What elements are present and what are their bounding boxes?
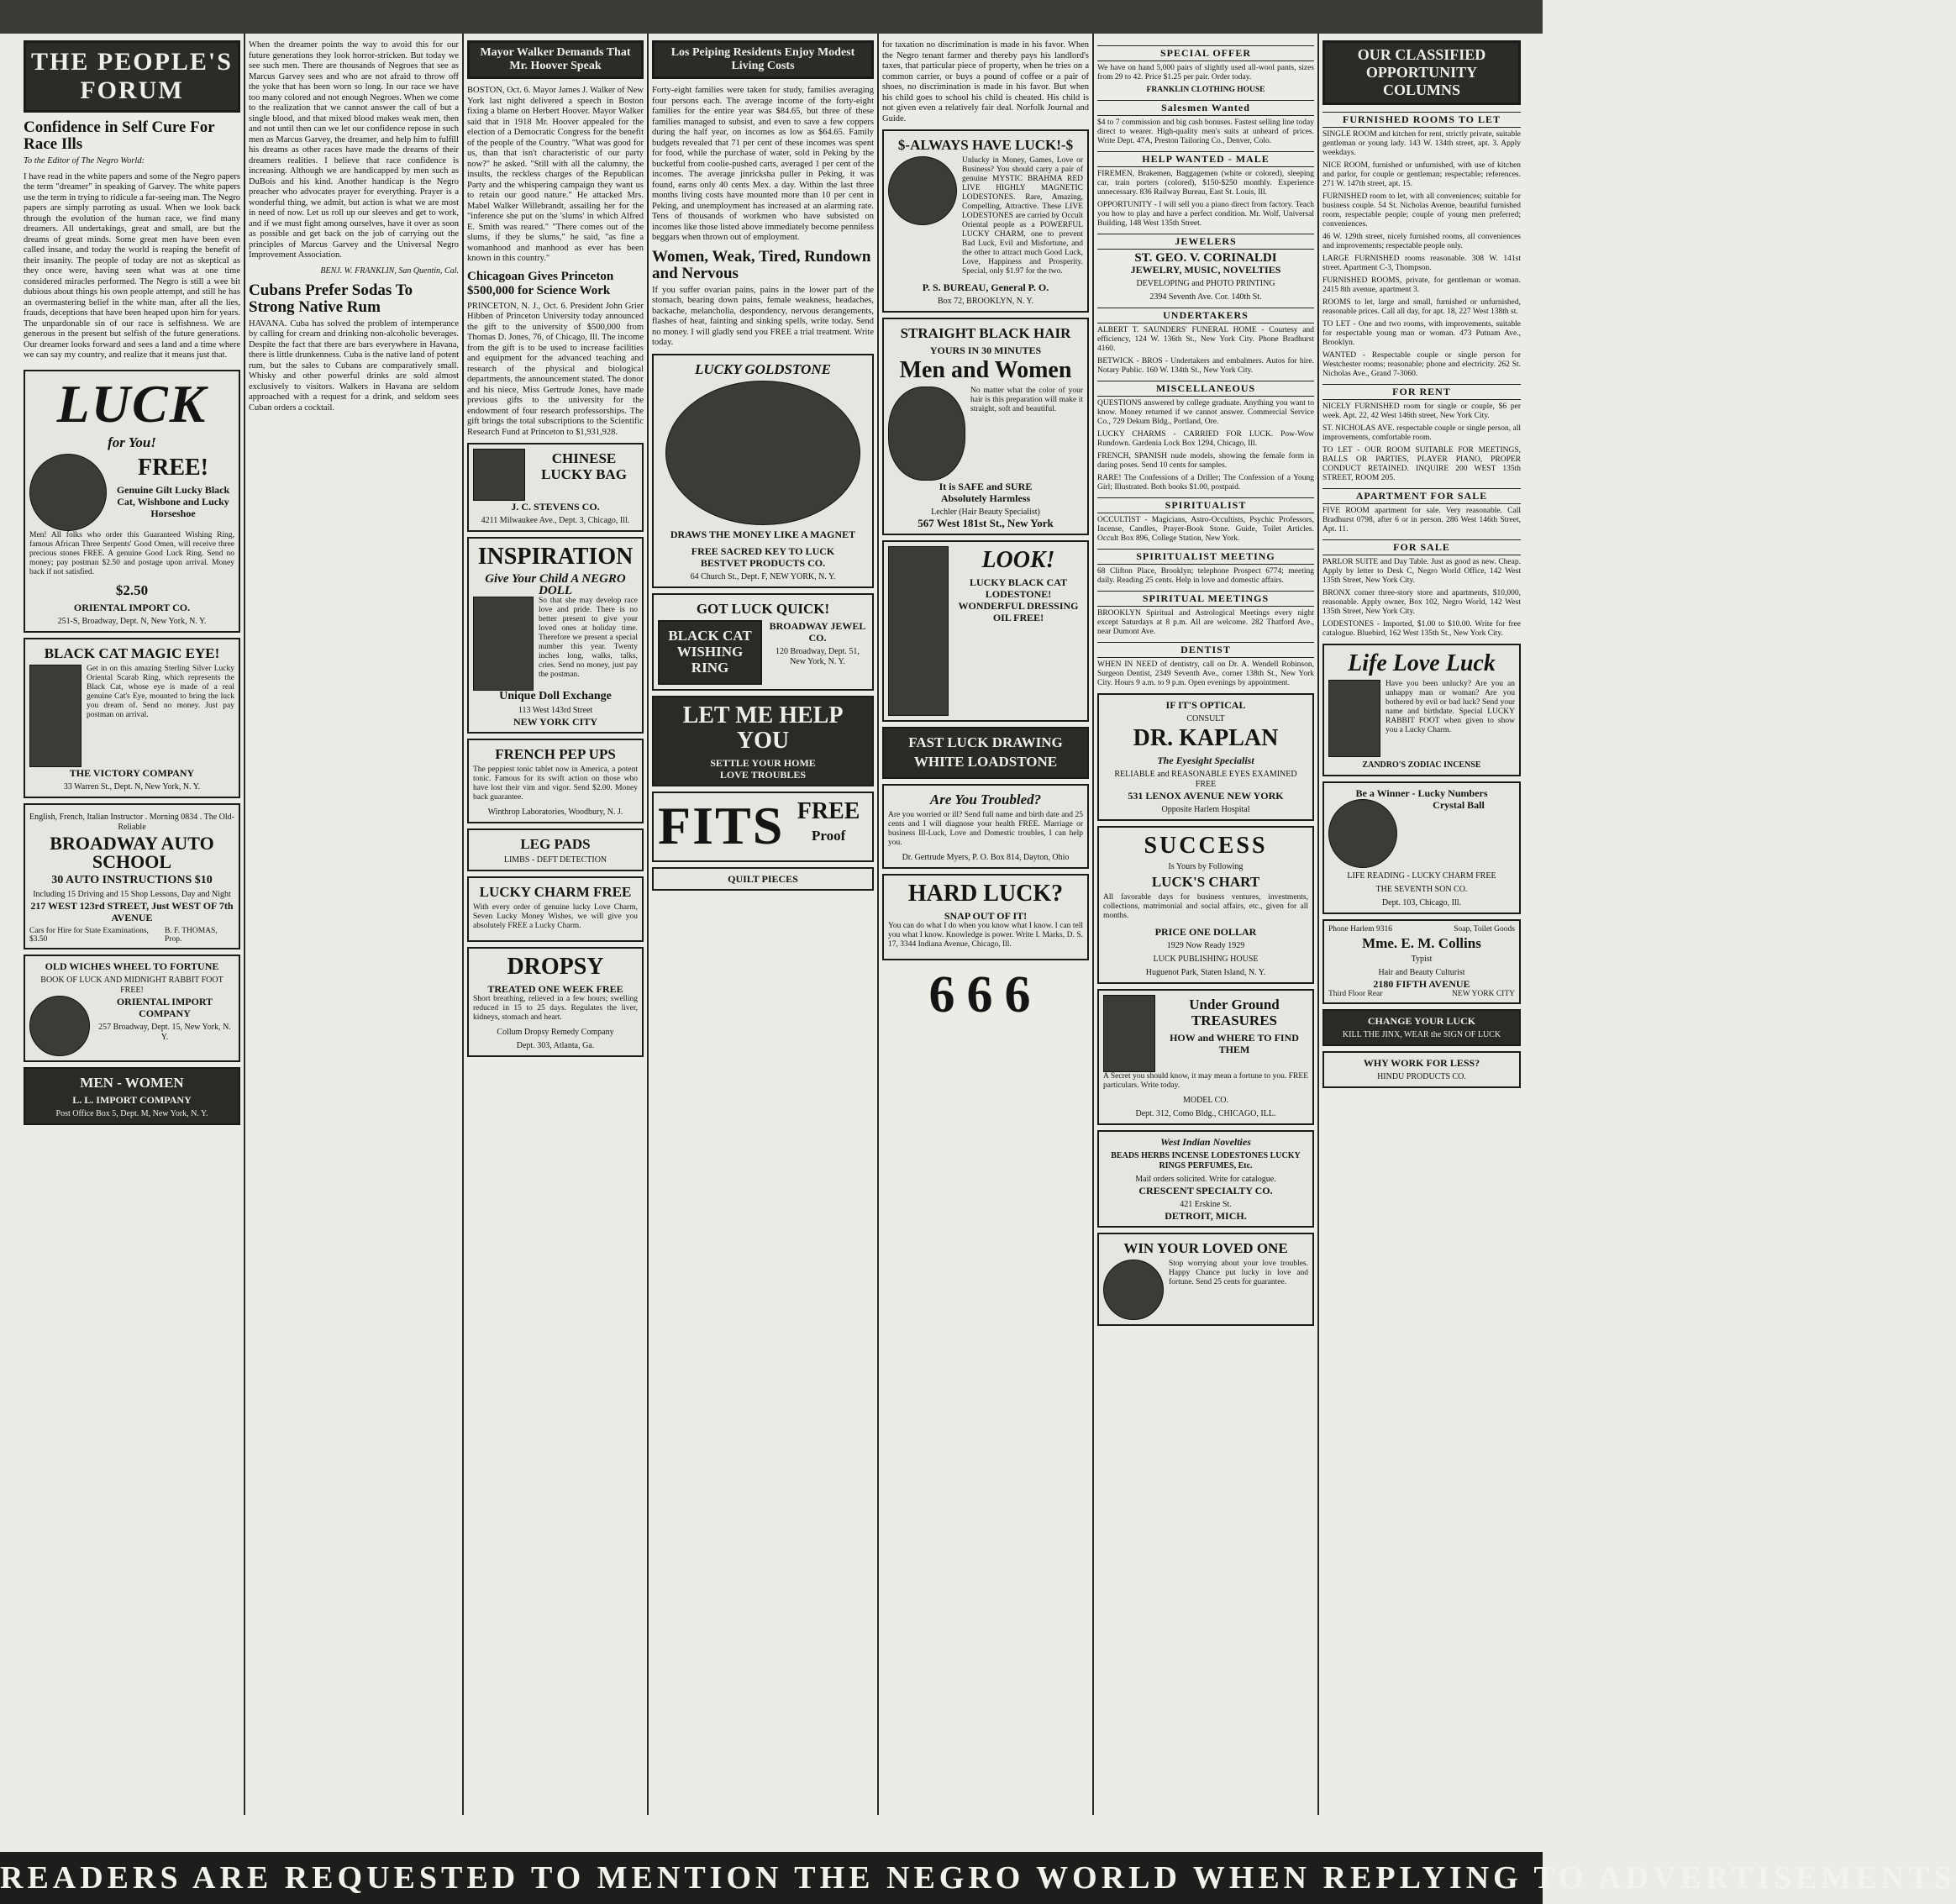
dropsy-company: Collum Dropsy Remedy Company bbox=[497, 1028, 614, 1037]
luck-address: 251-S, Broadway, Dept. N, New York, N. Y. bbox=[57, 616, 207, 626]
numbers-reading: LIFE READING - LUCKY CHARM FREE bbox=[1347, 871, 1496, 881]
westindian-address: 421 Erskine St. bbox=[1180, 1200, 1232, 1209]
goldstone-key: FREE SACRED KEY TO LUCK bbox=[691, 544, 835, 557]
inspiration-title: INSPIRATION bbox=[477, 544, 634, 570]
win-loved-one-ad[interactable] bbox=[1097, 1233, 1314, 1326]
letter-salutation: To the Editor of The Negro World: bbox=[24, 156, 145, 166]
undertakers-text-2: BETWICK - BROS - Undertakers and embalmers. Autos for hire. Notary Public. 160 W. 134th St., New York City. bbox=[1097, 357, 1314, 375]
apartment-text: FIVE ROOM apartment for sale. Very reasonable. Call Bradhurst 0798, after 6 or in person. 286 West 146th Street, Apt. 11. bbox=[1322, 507, 1521, 534]
column-7 bbox=[1322, 40, 1521, 1093]
troubled-ad[interactable] bbox=[882, 784, 1089, 869]
luck-free: FREE! bbox=[138, 454, 208, 481]
misc-heading: MISCELLANEOUS bbox=[1097, 381, 1314, 397]
cubans-body: HAVANA. Cuba has solved the problem of intemperance by calling for cream and drinking non-alcoholic beverages. Despite the fact that there are bars everywhere in Havana, there is little drunkenness. Cuba is the native land of potent rum, but the sales to Cubans are comparatively small. Whisky and other powerful drinks are sold almost exclusively to visitors. Walkers in Havana are seldom approached with a request for a drink, and seldom sees Cuban orders a cocktail. bbox=[249, 318, 459, 413]
troubles-address: Dr. Gertrude Myers, P. O. Box 814, Dayton, Ohio bbox=[902, 853, 1070, 862]
lethelp-sub: SETTLE YOUR HOME bbox=[710, 756, 816, 769]
auto-footer-left: Cars for Hire for State Examinations, $3.50 bbox=[29, 926, 149, 944]
got-luck-quick-ad[interactable] bbox=[652, 593, 874, 691]
gotluck-title: GOT LUCK QUICK! bbox=[696, 600, 830, 617]
meeting-heading: SPIRITUALIST MEETING bbox=[1097, 549, 1314, 565]
black-cat-address: 33 Warren St., Dept. N, New York, N. Y. bbox=[63, 781, 201, 792]
rabbit-foot-icon bbox=[1328, 680, 1380, 757]
column-3 bbox=[467, 40, 644, 1062]
kaplan-note: Opposite Harlem Hospital bbox=[1161, 805, 1250, 814]
legpads-sub: LIMBS - DEFT DETECTION bbox=[503, 855, 607, 865]
kaplan-consult: CONSULT bbox=[1186, 714, 1225, 723]
misc-text-4: RARE! The Confessions of a Driller; The Confession of a Young Girl; Illustrated. Both books $1.00, postpaid. bbox=[1097, 474, 1314, 492]
walker-headline: Mayor Walker Demands That Mr. Hoover Speak bbox=[467, 40, 644, 79]
rooms-text-9: WANTED - Respectable couple or single person for Westchester rooms; reasonable; phone and electricity. 262 St. Nicholas Ave., Grand 7-3060. bbox=[1322, 351, 1521, 378]
ring-company: BROADWAY JEWEL CO. bbox=[769, 619, 866, 644]
kaplan-sub: RELIABLE and REASONABLE EYES EXAMINED FREE bbox=[1114, 770, 1297, 789]
opportunity-text: OPPORTUNITY - I will sell you a piano direct from factory. Teach you how to play and have a perfect condition. Mr. Wolf, Universal Building, 148 West 135th Street. bbox=[1097, 201, 1314, 228]
collins-products: Soap, Toilet Goods bbox=[1454, 925, 1515, 934]
luck-ad-body: Unlucky in Money, Games, Love or Business? You should carry a pair of genuine MYSTIC BRAHMA RED LIVE HIGHLY MAGNETIC LODESTONES. Rare, Amazing, Compelling, Attractive. These LIVE LODESTONES are carried by Occult Oriental people as a POWERFUL LUCKY CHARM, one to prevent Bad Luck, Evil and Misfortune, and the other to attract much Good Luck, Love, Happiness and Prosperity. Special, only $1.97 for the two. bbox=[962, 156, 1083, 276]
black-cat-icon bbox=[29, 665, 82, 767]
walker-body: BOSTON, Oct. 6. Mayor James J. Walker of New York last night delivered a speech in Boston fixing a blame on Herbert Hoover. Mayor Walker said that in 1918 Mr. Hoover appealed for the election of a Democratic Congress for the benefit of the people of the Country. "What was good for us, than that isn't characteristic of our party now?" he asked. "Still with all the calumny, the insults, the reckless charges of the Republican Party and the whispering campaign they want us to retain our good nature." He attacked Mrs. Mabel Walker Willebrandt, assailing her for the "inference she put on the 'slums' in which Alfred E. Smith was reared." "There comes out of the slums, if they be slums," he said, "as fine a womanhood and manhood as ever has been known in this country." bbox=[467, 86, 644, 263]
kaplan-name: DR. KAPLAN bbox=[1133, 725, 1279, 751]
rent-text-3: TO LET - OUR ROOM SUITABLE FOR MEETINGS, BALLS OR PARTIES, PLAYER PIANO, PROPER CONDUCT RETAINED. INQUIRE 200 WEST 135th STREET, ROOM 205. bbox=[1322, 446, 1521, 482]
luck-for-you: for You! bbox=[108, 434, 156, 450]
rooms-text-5: LARGE FURNISHED rooms reasonable. 308 W. 141st street. Apartment C-3, Thompson. bbox=[1322, 255, 1521, 272]
moon-face-icon bbox=[29, 996, 90, 1056]
ring-address: 120 Broadway, Dept. 51, New York, N. Y. bbox=[776, 646, 860, 666]
luck-company: ORIENTAL IMPORT CO. bbox=[73, 601, 191, 613]
success-price: PRICE ONE DOLLAR bbox=[1154, 926, 1257, 938]
doll-icon bbox=[473, 597, 534, 691]
look-lodestone-ad[interactable] bbox=[882, 540, 1089, 722]
spiritualist-heading: SPIRITUALIST bbox=[1097, 497, 1314, 513]
special-offer-text: We have on hand 5,000 pairs of slightly used all-wool pants, sizes from 29 to 42. Price $1.25 per pair. Order today. bbox=[1097, 64, 1314, 82]
column-rule bbox=[462, 34, 464, 1815]
let-me-help-ad[interactable] bbox=[652, 696, 874, 786]
hardluck-sub: SNAP OUT OF IT! bbox=[944, 910, 1028, 922]
lucky-goldstone-ad[interactable] bbox=[652, 354, 874, 588]
apartment-heading: APARTMENT FOR SALE bbox=[1322, 488, 1521, 504]
column-rule bbox=[244, 34, 245, 1815]
dropsy-address: Dept. 303, Atlanta, Ga. bbox=[516, 1041, 595, 1050]
sale-text-2: BRONX corner three-story store and apartments, $10,000, reasonable. Apply owner, Box 102, Negro World, 142 West 135th Street, New York City. bbox=[1322, 589, 1521, 616]
top-edge bbox=[0, 0, 1543, 34]
lucky-charm-ad[interactable] bbox=[467, 876, 644, 942]
lucky-numbers-ad[interactable] bbox=[1322, 781, 1521, 914]
collins-phone: Phone Harlem 9316 bbox=[1328, 925, 1392, 934]
troubles-title: Are You Troubled? bbox=[929, 792, 1042, 807]
black-cat-title: BLACK CAT MAGIC EYE! bbox=[44, 644, 220, 661]
undertakers-heading: UNDERTAKERS bbox=[1097, 308, 1314, 323]
treasures-ad[interactable] bbox=[1097, 989, 1314, 1125]
always-have-luck-ad[interactable] bbox=[882, 129, 1089, 313]
westindian-items: BEADS HERBS INCENSE LODESTONES LUCKY RINGS PERFUMES, Etc. bbox=[1111, 1151, 1301, 1170]
heart-icon bbox=[1103, 1260, 1164, 1320]
inspiration-doll-ad[interactable] bbox=[467, 537, 644, 734]
collins-floor: Third Floor Rear bbox=[1328, 990, 1383, 998]
doll-company: Unique Doll Exchange bbox=[499, 690, 612, 702]
kaplan-optical-ad[interactable] bbox=[1097, 693, 1314, 821]
troubles-body: Are you worried or ill? Send full name and birth date and 25 cents and I will diagnose your health FREE. Marriage or business Ill-Luck, Love and Domestic troubles, I can help you. bbox=[888, 811, 1083, 847]
hair-sub2: Men and Women bbox=[899, 357, 1072, 383]
kaplan-top: IF IT'S OPTICAL bbox=[1165, 699, 1246, 711]
poverty-headline: Los Peiping Residents Enjoy Modest Living Costs bbox=[652, 40, 874, 79]
men-women-company: L. L. IMPORT COMPANY bbox=[72, 1093, 192, 1106]
auto-title: BROADWAY AUTO SCHOOL bbox=[50, 832, 214, 872]
salesmen-text: $4 to 7 commission and big cash bonuses. Fastest selling line today direct to wearer. High-quality men's suits at unheard of prices. Write Dept. 47A, Preston Tailoring Co., Denver, Colo. bbox=[1097, 118, 1314, 145]
lifelove-zodiac: ZANDRO'S ZODIAC INCENSE bbox=[1362, 760, 1481, 770]
princeton-body: PRINCETON, N. J., Oct. 6. President John Grier Hibben of Princeton University today announced the gift to the university of $500,000 from Thomas D. Jones, 76, of Chicago, Ill. The income from the gift is to be used to increase facilities and equipment for the advanced teaching and research of the physical and biological departments, the announcement stated. The donor and his niece, Miss Gertrude Jones, have made previous gifts to the university for the endowment of four research professorships. The gift brings the total subscriptions to the Scientific Research Fund at Princeton to $1,931,928. bbox=[467, 301, 644, 437]
luck-title: LUCK bbox=[56, 373, 208, 434]
hair-sub: YOURS IN 30 MINUTES bbox=[929, 345, 1042, 356]
lodestone-icon bbox=[888, 156, 957, 225]
lifelove-title: Life Love Luck bbox=[1348, 650, 1496, 676]
collins-name: Mme. E. M. Collins bbox=[1362, 935, 1481, 951]
jewelers-text: JEWELRY, MUSIC, NOVELTIES bbox=[1130, 264, 1281, 276]
misc-text-3: FRENCH, SPANISH nude models, showing the female form in daring poses. Send 10 cents for samples. bbox=[1097, 452, 1314, 470]
luck-items: Genuine Gilt Lucky Black Cat, Wishbone and Lucky Horseshoe bbox=[116, 483, 230, 519]
jewelers-heading: JEWELERS bbox=[1097, 234, 1314, 250]
men-women-address: Post Office Box 5, Dept. M, New York, N. Y. bbox=[55, 1108, 208, 1118]
pep-body: The peppiest tonic tablet now in America, a potent tonic. Famous for its swift action on those who have lost their vim and vigor. Send $2.00. Money back guarantee. bbox=[473, 765, 638, 802]
witches-company: ORIENTAL IMPORT COMPANY bbox=[116, 995, 213, 1019]
auto-footer-right: B. F. THOMAS, Prop. bbox=[165, 926, 218, 944]
chinese-bag-title: CHINESE LUCKY BAG bbox=[541, 450, 627, 482]
fast-luck-ad[interactable] bbox=[882, 727, 1089, 779]
hair-safe: It is SAFE and SURE bbox=[939, 481, 1033, 492]
legpads-title: LEG PADS bbox=[520, 836, 591, 852]
westindian-title: West Indian Novelties bbox=[1160, 1136, 1251, 1148]
success-years: 1929 Now Ready 1929 bbox=[1166, 941, 1245, 950]
westindian-note: Mail orders solicited. Write for catalogue. bbox=[1135, 1175, 1276, 1184]
spiritual-meetings-text: BROOKLYN Spiritual and Astrological Meetings every night except Saturdays at 8 p.m. All are welcome. 282 Thatford Ave., near Dumont Ave. bbox=[1097, 609, 1314, 636]
charm-title: LUCKY CHARM FREE bbox=[479, 884, 632, 900]
men-women-title: MEN - WOMEN bbox=[80, 1074, 184, 1091]
auto-address: 217 WEST 123rd STREET, Just WEST OF 7th AVENUE bbox=[30, 899, 234, 923]
horseshoe-icon bbox=[29, 454, 107, 531]
classified-header: OUR CLASSIFIED OPPORTUNITY COLUMNS bbox=[1322, 40, 1521, 105]
auto-detail: Including 15 Driving and 15 Shop Lessons, Day and Night bbox=[33, 889, 231, 899]
special-offer-company: FRANKLIN CLOTHING HOUSE bbox=[1146, 86, 1265, 94]
jewelers-text-2: DEVELOPING and PHOTO PRINTING bbox=[1136, 279, 1275, 288]
rooms-text-7: ROOMS to let, large and small, furnished or unfurnished, reasonable prices. Call all day, for apt. 18, 227 West 138th st. bbox=[1322, 298, 1521, 316]
collins-ad[interactable] bbox=[1322, 919, 1521, 1004]
column-rule bbox=[877, 34, 879, 1815]
luck-body: Men! All folks who order this Guaranteed Wishing Ring, famous African Three Serpents' Good Omen, will receive three precious stones FREE. A genuine Good Luck Ring. Send no money; pay postman $2.50 and postage upon arrival. Money back if not satisfied. bbox=[29, 530, 234, 576]
black-cat-magic-eye-ad[interactable] bbox=[24, 638, 240, 798]
treasures-address: Dept. 312, Como Bldg., CHICAGO, ILL. bbox=[1135, 1109, 1276, 1118]
pep-company: Winthrop Laboratories, Woodbury, N. J. bbox=[487, 807, 623, 817]
collins-address: 2180 FIFTH AVENUE bbox=[1373, 978, 1470, 990]
jewelers-address: 2394 Seventh Ave. Cor. 140th St. bbox=[1149, 292, 1262, 302]
women-headline: Women, Weak, Tired, Rundown and Nervous bbox=[652, 247, 871, 282]
letter-headline: Confidence in Self Cure For Race Ills bbox=[24, 118, 215, 153]
rent-text: NICELY FURNISHED room for single or couple, $6 per week. Apt. 22, 42 West 146th street, New York City. bbox=[1322, 402, 1521, 420]
ad-666: 666 bbox=[928, 966, 1043, 1023]
rooms-text-2: NICE ROOM, furnished or unfurnished, with use of kitchen and parlor, for couple or gentleman; respectable; references. 271 W. 147th street, apt. 15. bbox=[1322, 161, 1521, 188]
dropsy-sub: TREATED ONE WEEK FREE bbox=[487, 983, 623, 995]
lethelp-title: LET ME HELP YOU bbox=[682, 702, 844, 754]
why-work-ad[interactable] bbox=[1322, 1051, 1521, 1088]
wishing-ring-box bbox=[658, 620, 762, 685]
success-chart-ad[interactable] bbox=[1097, 826, 1314, 984]
treasures-body: A Secret you should know, it may mean a fortune to you. FREE particulars. Write today. bbox=[1103, 1072, 1308, 1090]
fastluck-sub: WHITE LOADSTONE bbox=[913, 754, 1058, 770]
success-body: All favorable days for business ventures, investments, collections, matrimonial and social affairs, etc., given for all months. bbox=[1103, 893, 1308, 920]
luck-ad-address: Box 72, BROOKLYN, N. Y. bbox=[937, 297, 1033, 306]
luck-price: $2.50 bbox=[115, 581, 149, 598]
princeton-headline: Chicagoan Gives Princeton $500,000 for Science Work bbox=[467, 269, 614, 297]
collins-city: NEW YORK CITY bbox=[1452, 990, 1515, 998]
tenants-body: for taxation no discrimination is made in his favor. When the Negro tenant farmer and thereby pays his landlord's taxes, that particular piece of property, when he tries on a common carrier, or buys a pound of coffee or a pair of shoes, no discrimination is made in his favor. But when his child goes to school his child is cheated. His child is not given even a relatively fair deal. Norfolk Journal and Guide. bbox=[882, 40, 1089, 124]
success-sub: Is Yours by Following bbox=[1168, 862, 1244, 871]
peoples-forum-header: THE PEOPLE'S FORUM bbox=[24, 40, 240, 113]
treasure-chest-icon bbox=[1103, 995, 1155, 1072]
rooms-text: SINGLE ROOM and kitchen for rent, strictly private, suitable gentleman or young lady. 143 W. 134th street, apt. 3. Apply weekdays. bbox=[1322, 130, 1521, 157]
collins-title: Typist bbox=[1411, 955, 1433, 964]
sale-text-3: LODESTONES - Imported, $1.00 to $10.00. Write for free catalogue. Bluebird, 162 West 135th St., New York City. bbox=[1322, 620, 1521, 638]
hair-company: Lechler (Hair Beauty Specialist) bbox=[931, 508, 1040, 517]
hair-title: STRAIGHT BLACK HAIR bbox=[900, 325, 1071, 341]
column-1 bbox=[24, 40, 240, 1130]
numbers-address: Dept. 103, Chicago, Ill. bbox=[1381, 898, 1462, 907]
meeting-text: 68 Clifton Place, Brooklyn; telephone Prospect 6774; meeting daily. Reading 25 cents. Help in love and domestic affairs. bbox=[1097, 567, 1314, 585]
men-women-ad[interactable] bbox=[24, 1067, 240, 1125]
fits-proof: Proof bbox=[811, 827, 846, 844]
dentist-text: WHEN IN NEED of dentistry, call on Dr. A. Wendell Robinson, Surgeon Dentist, 2349 Seventh Ave., corner 138th St., New York City. Hours 9 a.m. to 9 p.m. Open evenings by appointment. bbox=[1097, 660, 1314, 687]
ring-title: BLACK CAT WISHING RING bbox=[668, 627, 752, 676]
dropsy-title: DROPSY bbox=[507, 954, 604, 980]
column-rule bbox=[647, 34, 649, 1815]
rent-heading: FOR RENT bbox=[1322, 384, 1521, 400]
rent-text-2: ST. NICHOLAS AVE. respectable couple or single person, all improvements, comfortable room. bbox=[1322, 424, 1521, 442]
goldstone-caption: DRAWS THE MONEY LIKE A MAGNET bbox=[670, 528, 856, 540]
workless-title: WHY WORK FOR LESS? bbox=[1363, 1057, 1480, 1069]
readers-banner: READERS ARE REQUESTED TO MENTION THE NEGRO WORLD WHEN REPLYING TO ADVERTISEMENTS bbox=[0, 1852, 1543, 1904]
success-chart: LUCK'S CHART bbox=[1151, 874, 1260, 890]
loved-title: WIN YOUR LOVED ONE bbox=[1123, 1240, 1288, 1256]
sale-text: PARLOR SUITE and Day Table. Just as good as new. Cheap. Apply by letter to Desk C, Negro World Office, 142 West 135th Street, New York City. bbox=[1322, 558, 1521, 585]
westindian-company: CRESCENT SPECIALTY CO. bbox=[1138, 1185, 1273, 1197]
treasures-sub: HOW and WHERE TO FIND THEM bbox=[1170, 1032, 1299, 1055]
jewelers-name: ST. GEO. V. CORINALDI bbox=[1134, 251, 1277, 265]
woman-portrait-icon bbox=[888, 387, 965, 481]
broadway-auto-school-ad[interactable] bbox=[24, 803, 240, 949]
lifelove-body: Have you been unlucky? Are you an unhappy man or woman? Are you bothered by evil or bad luck? Send your name and birthdate. Special LUCKY RABBIT FOOT when given to show you a Lucky Charm. bbox=[1386, 680, 1515, 734]
column-5 bbox=[882, 40, 1089, 1024]
sale-heading: FOR SALE bbox=[1322, 539, 1521, 555]
quilt-pieces-ad[interactable] bbox=[652, 867, 874, 891]
success-company: LUCK PUBLISHING HOUSE bbox=[1153, 955, 1259, 964]
rooms-text-4: 46 W. 129th street, nicely furnished rooms, all conveniences and improvements; respectable people only. bbox=[1322, 233, 1521, 250]
hair-address: 567 West 181st St., New York bbox=[918, 517, 1054, 529]
column-6 bbox=[1097, 40, 1314, 1331]
change-your-luck-ad[interactable] bbox=[1322, 1009, 1521, 1046]
crystal-ball-icon bbox=[1328, 799, 1397, 868]
chinese-lucky-bag-ad[interactable] bbox=[467, 443, 644, 532]
spiritualist-text: OCCULTIST - Magicians, Astro-Occultists, Psychic Professors, Incense, Candles, Prayer-Book Stone. Guide, Toilet Articles. Occult Box 896, College Station, New York. bbox=[1097, 516, 1314, 543]
lethelp-sub2: LOVE TROUBLES bbox=[719, 768, 807, 781]
hair-body: No matter what the color of your hair is this preparation will make it straight, soft and beautiful. bbox=[970, 387, 1083, 413]
witches-sub: BOOK OF LUCK AND MIDNIGHT RABBIT FOOT FREE! bbox=[40, 975, 223, 995]
salesmen-heading: Salesmen Wanted bbox=[1097, 100, 1314, 116]
luck-for-you-ad[interactable] bbox=[24, 370, 240, 633]
quilt-title: QUILT PIECES bbox=[728, 872, 798, 885]
poverty-body: Forty-eight families were taken for study, families averaging four persons each. The average income of the forty-eight families for the entire year was $84.65, but three of these families managed to subsist, and even to save a few coppers during the half year, on incomes as low as $64.65. Family budgets revealed that 71 per cent of these incomes was spent for food, while the purchase of water, sold in Peking by the bucketful from coolie-pushed carts, averaged 1 per cent of the incomes. The average jinricksha puller in Peking, it was found, earns only 40 cents Mex. a day. Within the last three months living costs have mounted more than 10 per cent in Peking, and unemployment has increased at an alarming rate. Tens of thousands of workmen who have subsisted on incomes like those listed above immediately become penniless beggars when thrown out of employment. bbox=[652, 86, 874, 242]
luck-ad-company: P. S. BUREAU, General P. O. bbox=[922, 281, 1049, 293]
letter-body: I have read in the white papers and some of the Negro papers the term "dreamer" in speaking of Garvey. The white papers use the term in trying to ridicule a far-seeing man. The Negro papers are simply parroting as usual. When we look back through the evolution of the human race, we find many dreamers. All undertakings, great and small, are but the dreams of great minds. Some great men have been even called insane, and today the world is reaping the benefit of their insanity. The people of today are not as skeptical as they once were, having seen what was at one time considered miracles performed. The Negro is still a wee bit dubious about things his own people attempt, and still he has an overmastering belief in the white man, after all the lies, frauds, deceptions that have been heaped upon him for years. The unpardonable sin of our race is selfishness. We are generous in the present but selfish of the future generations. Our dreamer looks forward and sees a land and a time where we can say my country, and realize that it means just that. bbox=[24, 171, 240, 360]
witches-wheel-ad[interactable] bbox=[24, 955, 240, 1062]
black-cat-body: Get in on this amazing Sterling Silver Lucky Oriental Scarab Ring, which represents the Black Cat, whose eye is made of a real genuine Cat's Eye, mounted to bring the luck you dream of. Send no money. Just pay postman on arrival. bbox=[87, 664, 234, 719]
help-wanted-heading: HELP WANTED - MALE bbox=[1097, 151, 1314, 167]
workless-company: HINDU PRODUCTS CO. bbox=[1377, 1072, 1466, 1081]
black-cat-company: THE VICTORY COMPANY bbox=[69, 766, 195, 779]
letter-signature: BENJ. W. FRANKLIN, San Quentin, Cal. bbox=[320, 266, 459, 276]
rooms-text-6: FURNISHED ROOMS, private, for gentleman or woman. 2415 8th avenue, apartment 3. bbox=[1322, 276, 1521, 294]
numbers-crystal: Crystal Ball bbox=[1433, 799, 1485, 811]
success-address: Huguenot Park, Staten Island, N. Y. bbox=[1145, 968, 1266, 977]
misc-text: QUESTIONS answered by college graduate. Anything you want to know. Money returned if we cannot answer. Commercial Service Co., 729 Dekum Bldg., Portland, Ore. bbox=[1097, 399, 1314, 426]
column-4 bbox=[652, 40, 874, 896]
hardluck-title: HARD LUCK? bbox=[907, 881, 1064, 907]
cubans-headline: Cubans Prefer Sodas To Strong Native Rum bbox=[249, 281, 413, 316]
changeluck-title: CHANGE YOUR LUCK bbox=[1367, 1015, 1476, 1027]
pep-title: FRENCH PEP UPS bbox=[495, 746, 616, 762]
luck-ad-title: $-ALWAYS HAVE LUCK!-$ bbox=[897, 137, 1074, 153]
hardluck-body: You can do what I do when you know what I know. I can tell you what I know. Knowledge is power. Write I. Marks, D. S. 17, 3344 Indiana Avenue, Chicago, Ill. bbox=[888, 922, 1083, 949]
goldstone-company: BESTVET PRODUCTS CO. bbox=[700, 556, 826, 569]
leg-pads-ad[interactable] bbox=[467, 828, 644, 871]
westindian-city: DETROIT, MICH. bbox=[1165, 1210, 1247, 1222]
charm-body: With every order of genuine lucky Love Charm, Seven Lucky Money Wishes, we will give you absolutely FREE a Lucky Charm. bbox=[473, 903, 638, 930]
forum-continued: When the dreamer points the way to avoid this for our future generations they look horror-stricken. But today we see such men. There are thousands of Negroes that see as Marcus Garvey sees and who are not afraid to throw off the yoke that has been worn so long. In our race we have too many colored and not enough Negroes. When we come to the realization that we cannot answer the call of but a single blood, and that mixed blood makes weak men, then and not until then can we let our confidence repose in such men as Marcus Garvey, the dreamer, and help him to fulfill his dreams as other races have made the dreams of their dreamers realities. I believe that race confidence is increasing. Although we are handicapped by men such as DuBois and his kind. Another handicap is the Negro preacher who advocates prayer for everything. Prayer is a wonderful thing, we admit, but action is what we are most in need of now. Let us roll up our sleeves and get to work, and if we must fight among ourselves, have it over as soon as possible and get back on the job of carrying out the principles of Marcus Garvey and the Universal Negro Improvement Association. bbox=[249, 40, 459, 260]
french-pep-ad[interactable] bbox=[467, 739, 644, 823]
numbers-company: THE SEVENTH SON CO. bbox=[1375, 885, 1468, 894]
fits-title: FITS bbox=[658, 795, 785, 855]
treasures-title: Under Ground TREASURES bbox=[1189, 997, 1280, 1028]
rooms-text-8: TO LET - One and two rooms, with improvements, suitable for respectable young man or woman. 473 Putnam Ave., Brooklyn. bbox=[1322, 320, 1521, 347]
kaplan-title: The Eyesight Specialist bbox=[1157, 755, 1254, 766]
help-wanted-text: FIREMEN, Brakemen, Baggagemen (white or colored), sleeping car, train porters (colored), $150-$250 monthly. Experience unnecessary. 836 Railway Bureau, East St. Louis, Ill. bbox=[1097, 170, 1314, 197]
auto-topline: English, French, Italian Instructor . Morning 0834 . The Old-Reliable bbox=[29, 812, 234, 832]
look-sub: LUCKY BLACK CAT LODESTONE! WONDERFUL DRESSING OIL FREE! bbox=[958, 576, 1079, 623]
women-body: If you suffer ovarian pains, pains in the lower part of the stomach, bearing down pains, female weakness, headaches, backache, melancholia, despondency, nervous derangements, flashes of heat, fainting and sinking spells, write today. Send no money. I will gladly send you FREE a trial treatment. Write today. bbox=[652, 285, 874, 347]
treasures-company: MODEL CO. bbox=[1182, 1096, 1229, 1105]
chinese-bag-company: J. C. STEVENS CO. bbox=[511, 501, 600, 513]
dropsy-ad[interactable] bbox=[467, 947, 644, 1057]
doll-city: NEW YORK CITY bbox=[513, 716, 597, 728]
inspiration-body: So that she may develop race love and pride. There is no better present to give your loved ones at holiday time. Therefore we present a special number this year. Twenty inches long, walks, talks, cries. Send no money, just pay the postman. bbox=[539, 597, 638, 679]
chinese-bag-icon bbox=[473, 449, 525, 501]
witches-address: 257 Broadway, Dept. 15, New York, N. Y. bbox=[98, 1022, 231, 1042]
hard-luck-ad[interactable] bbox=[882, 874, 1089, 960]
doll-address: 113 West 143rd Street bbox=[518, 706, 593, 715]
rooms-text-3: FURNISHED room to let, with all conveniences; suitable for business couple. 54 St. Nicholas Avenue, beautiful furnished room, respectable people; couple of young men preferred; conveniences. bbox=[1322, 192, 1521, 229]
oil-bottle-icon bbox=[888, 546, 949, 716]
hair-harmless: Absolutely Harmless bbox=[940, 492, 1031, 504]
numbers-title: Be a Winner - Lucky Numbers bbox=[1355, 787, 1488, 799]
west-indian-novelties-ad[interactable] bbox=[1097, 1130, 1314, 1228]
success-title: SUCCESS bbox=[1144, 833, 1268, 859]
dentist-heading: DENTIST bbox=[1097, 642, 1314, 658]
goldstone-icon bbox=[665, 381, 860, 525]
column-2 bbox=[249, 40, 459, 418]
loved-body: Stop worrying about your love troubles. Happy Chance put lucky in love and fortune. Send 25 cents for guarantee. bbox=[1169, 1260, 1308, 1286]
column-rule bbox=[1317, 34, 1319, 1815]
goldstone-address: 64 Church St., Dept. F, NEW YORK, N. Y. bbox=[690, 571, 836, 581]
life-love-luck-ad[interactable] bbox=[1322, 644, 1521, 776]
auto-offer: 30 AUTO INSTRUCTIONS $10 bbox=[51, 873, 213, 886]
fits-free: FREE bbox=[797, 797, 860, 824]
misc-text-2: LUCKY CHARMS - CARRIED FOR LUCK. Pow-Wow Rundown. Gardenia Lock Box 1294, Chicago, Ill. bbox=[1097, 430, 1314, 448]
fastluck-title: FAST LUCK DRAWING bbox=[908, 734, 1063, 750]
straight-hair-ad[interactable] bbox=[882, 318, 1089, 535]
kaplan-address: 531 LENOX AVENUE NEW YORK bbox=[1128, 790, 1284, 802]
dropsy-body: Short breathing, relieved in a few hours; swelling reduced in 15 to 25 days. Regulates the liver, kidneys, stomach and heart. bbox=[473, 995, 638, 1022]
special-offer-heading: SPECIAL OFFER bbox=[1097, 45, 1314, 61]
column-rule bbox=[1092, 34, 1094, 1815]
inspiration-sub: Give Your Child A NEGRO DOLL bbox=[485, 572, 626, 597]
spiritual-meetings-heading: SPIRITUAL MEETINGS bbox=[1097, 591, 1314, 607]
undertakers-text: ALBERT T. SAUNDERS' FUNERAL HOME - Courtesy and efficiency, 124 W. 136th St., New York City. Phone Bradhurst 4160. bbox=[1097, 326, 1314, 353]
look-title: LOOK! bbox=[981, 547, 1055, 573]
goldstone-title: LUCKY GOLDSTONE bbox=[695, 360, 831, 377]
changeluck-sub: KILL THE JINX, WEAR the SIGN OF LUCK bbox=[1342, 1030, 1501, 1039]
chinese-bag-address: 4211 Milwaukee Ave., Dept. 3, Chicago, Ill. bbox=[481, 516, 630, 525]
collins-services: Hair and Beauty Culturist bbox=[1378, 968, 1465, 977]
fits-ad[interactable] bbox=[652, 792, 874, 862]
rooms-heading: FURNISHED ROOMS TO LET bbox=[1322, 112, 1521, 128]
witches-title: OLD WICHES WHEEL TO FORTUNE bbox=[45, 960, 219, 972]
